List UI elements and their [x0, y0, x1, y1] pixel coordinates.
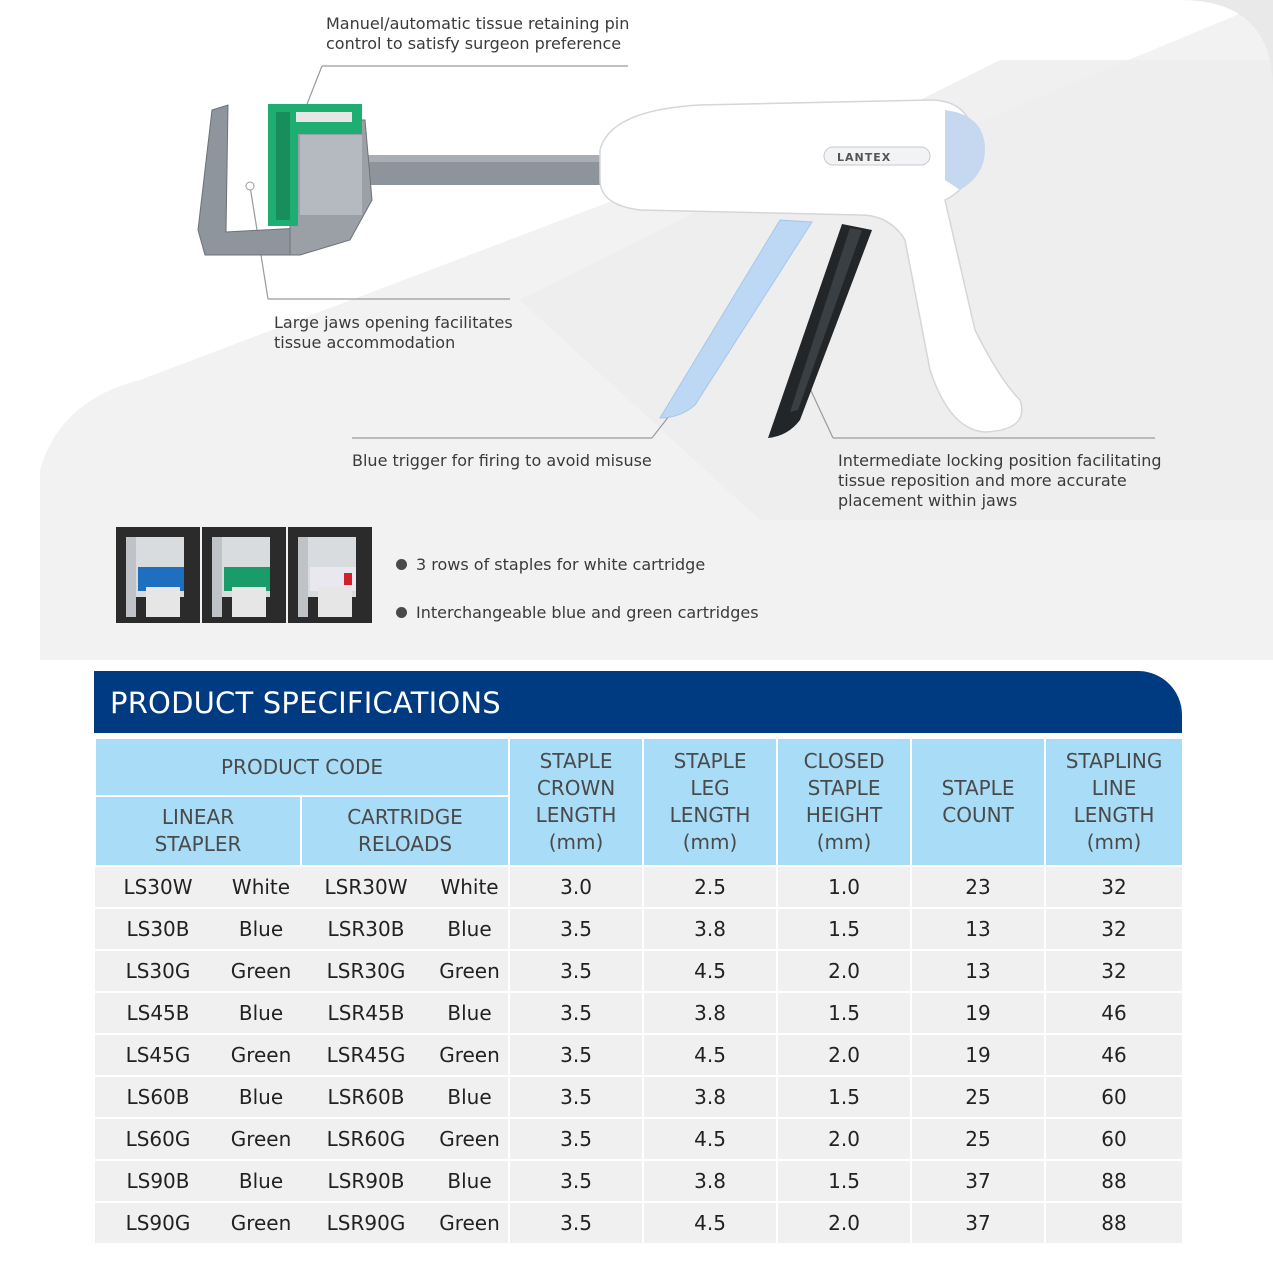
cell-linear-stapler-code: LS90B — [95, 1160, 221, 1202]
cell-crown-length: 3.5 — [509, 992, 643, 1034]
table-row — [95, 1034, 1183, 1076]
cell-reload-color: Blue — [431, 1076, 509, 1118]
cell-line-length: 88 — [1045, 1160, 1183, 1202]
cell-crown-length: 3.0 — [509, 866, 643, 908]
cell-staple-count: 13 — [911, 908, 1045, 950]
cell-line-length: 60 — [1045, 1118, 1183, 1160]
thumbnail-blue-cartridge — [116, 527, 200, 623]
bullet-dot-icon — [396, 607, 407, 618]
cell-reload-color: Green — [431, 1202, 509, 1244]
cell-reload-code: LSR60B — [301, 1076, 431, 1118]
cell-line-length: 46 — [1045, 992, 1183, 1034]
spec-table-body — [95, 866, 1183, 1244]
table-row — [95, 992, 1183, 1034]
cell-linear-stapler-code: LS60G — [95, 1118, 221, 1160]
cell-staple-count: 37 — [911, 1202, 1045, 1244]
cell-linear-stapler-code: LS30W — [95, 866, 221, 908]
cell-reload-color: Green — [431, 950, 509, 992]
header-stapling-line-length: STAPLING LINE LENGTH (mm) — [1045, 738, 1183, 866]
callout-pin-control: Manuel/automatic tissue retaining pin control to satisfy surgeon preference — [326, 14, 630, 53]
callout-locking-position: Intermediate locking position facilitating tissue reposition and more accurate placement within jaws — [838, 451, 1162, 510]
cell-reload-code: LSR30W — [301, 866, 431, 908]
cell-reload-color: Blue — [431, 908, 509, 950]
cell-linear-stapler-code: LS45G — [95, 1034, 221, 1076]
cell-linear-stapler-color: Green — [221, 1118, 301, 1160]
cell-leg-length: 2.5 — [643, 866, 777, 908]
header-staple-count: STAPLE COUNT — [911, 738, 1045, 866]
cell-leg-length: 3.8 — [643, 908, 777, 950]
header-product-code: PRODUCT CODE — [95, 738, 509, 796]
table-row — [95, 1076, 1183, 1118]
cell-leg-length: 4.5 — [643, 1202, 777, 1244]
brand-label: LANTEX — [837, 151, 892, 164]
table-row — [95, 1118, 1183, 1160]
cell-linear-stapler-color: Blue — [221, 908, 301, 950]
cell-reload-color: White — [431, 866, 509, 908]
cell-staple-count: 23 — [911, 866, 1045, 908]
cell-line-length: 32 — [1045, 908, 1183, 950]
cell-linear-stapler-color: Blue — [221, 1160, 301, 1202]
cell-linear-stapler-code: LS30B — [95, 908, 221, 950]
cell-staple-count: 19 — [911, 1034, 1045, 1076]
header-staple-leg-length: STAPLE LEG LENGTH (mm) — [643, 738, 777, 866]
header-cartridge-reloads: CARTRIDGE RELOADS — [301, 796, 509, 866]
cell-linear-stapler-color: Blue — [221, 992, 301, 1034]
cell-reload-color: Green — [431, 1034, 509, 1076]
cell-staple-count: 25 — [911, 1076, 1045, 1118]
header-staple-crown-length: STAPLE CROWN LENGTH (mm) — [509, 738, 643, 866]
callout-blue-trigger: Blue trigger for firing to avoid misuse — [352, 451, 652, 470]
table-row — [95, 1160, 1183, 1202]
cell-linear-stapler-code: LS45B — [95, 992, 221, 1034]
cell-closed-height: 1.0 — [777, 866, 911, 908]
cell-crown-length: 3.5 — [509, 1160, 643, 1202]
cell-closed-height: 2.0 — [777, 950, 911, 992]
cell-reload-code: LSR30G — [301, 950, 431, 992]
cell-leg-length: 4.5 — [643, 950, 777, 992]
cell-closed-height: 1.5 — [777, 1160, 911, 1202]
cell-staple-count: 13 — [911, 950, 1045, 992]
cell-linear-stapler-code: LS90G — [95, 1202, 221, 1244]
cell-linear-stapler-color: Green — [221, 1034, 301, 1076]
cell-leg-length: 4.5 — [643, 1034, 777, 1076]
table-row — [95, 866, 1183, 908]
thumbnail-green-cartridge — [202, 527, 286, 623]
cell-crown-length: 3.5 — [509, 1202, 643, 1244]
cell-linear-stapler-color: Green — [221, 1202, 301, 1244]
cell-staple-count: 37 — [911, 1160, 1045, 1202]
header-linear-stapler: LINEAR STAPLER — [95, 796, 301, 866]
cell-reload-color: Blue — [431, 1160, 509, 1202]
bullet-white-cartridge: 3 rows of staples for white cartridge — [396, 555, 705, 575]
cell-reload-code: LSR60G — [301, 1118, 431, 1160]
cell-closed-height: 1.5 — [777, 1076, 911, 1118]
thumbnail-white-cartridge — [288, 527, 372, 623]
header-closed-staple-height: CLOSED STAPLE HEIGHT (mm) — [777, 738, 911, 866]
cell-reload-code: LSR45B — [301, 992, 431, 1034]
cell-closed-height: 1.5 — [777, 908, 911, 950]
cell-reload-color: Blue — [431, 992, 509, 1034]
cell-linear-stapler-color: White — [221, 866, 301, 908]
cell-linear-stapler-color: Green — [221, 950, 301, 992]
cell-crown-length: 3.5 — [509, 1118, 643, 1160]
cell-reload-code: LSR45G — [301, 1034, 431, 1076]
cell-line-length: 46 — [1045, 1034, 1183, 1076]
spec-title: PRODUCT SPECIFICATIONS — [110, 686, 501, 720]
cell-leg-length: 3.8 — [643, 1076, 777, 1118]
cell-reload-code: LSR90G — [301, 1202, 431, 1244]
cell-leg-length: 3.8 — [643, 1160, 777, 1202]
cell-linear-stapler-code: LS60B — [95, 1076, 221, 1118]
cell-closed-height: 2.0 — [777, 1202, 911, 1244]
cell-reload-code: LSR90B — [301, 1160, 431, 1202]
cell-linear-stapler-color: Blue — [221, 1076, 301, 1118]
table-row — [95, 950, 1183, 992]
cell-closed-height: 2.0 — [777, 1034, 911, 1076]
cell-line-length: 32 — [1045, 866, 1183, 908]
cell-crown-length: 3.5 — [509, 1034, 643, 1076]
bullet-interchangeable-cartridges: Interchangeable blue and green cartridges — [396, 603, 759, 623]
cell-reload-code: LSR30B — [301, 908, 431, 950]
cell-line-length: 60 — [1045, 1076, 1183, 1118]
callout-large-jaws: Large jaws opening facilitates tissue accommodation — [274, 313, 513, 352]
cell-closed-height: 1.5 — [777, 992, 911, 1034]
cell-linear-stapler-code: LS30G — [95, 950, 221, 992]
cell-line-length: 32 — [1045, 950, 1183, 992]
cell-leg-length: 4.5 — [643, 1118, 777, 1160]
cell-leg-length: 3.8 — [643, 992, 777, 1034]
bullet-dot-icon — [396, 559, 407, 570]
cell-reload-color: Green — [431, 1118, 509, 1160]
spec-header-banner — [94, 671, 1182, 733]
table-row — [95, 1202, 1183, 1244]
cell-crown-length: 3.5 — [509, 1076, 643, 1118]
cell-crown-length: 3.5 — [509, 908, 643, 950]
cell-staple-count: 25 — [911, 1118, 1045, 1160]
cell-crown-length: 3.5 — [509, 950, 643, 992]
cell-staple-count: 19 — [911, 992, 1045, 1034]
cell-closed-height: 2.0 — [777, 1118, 911, 1160]
table-row — [95, 908, 1183, 950]
spec-table — [94, 737, 1184, 1245]
cell-line-length: 88 — [1045, 1202, 1183, 1244]
